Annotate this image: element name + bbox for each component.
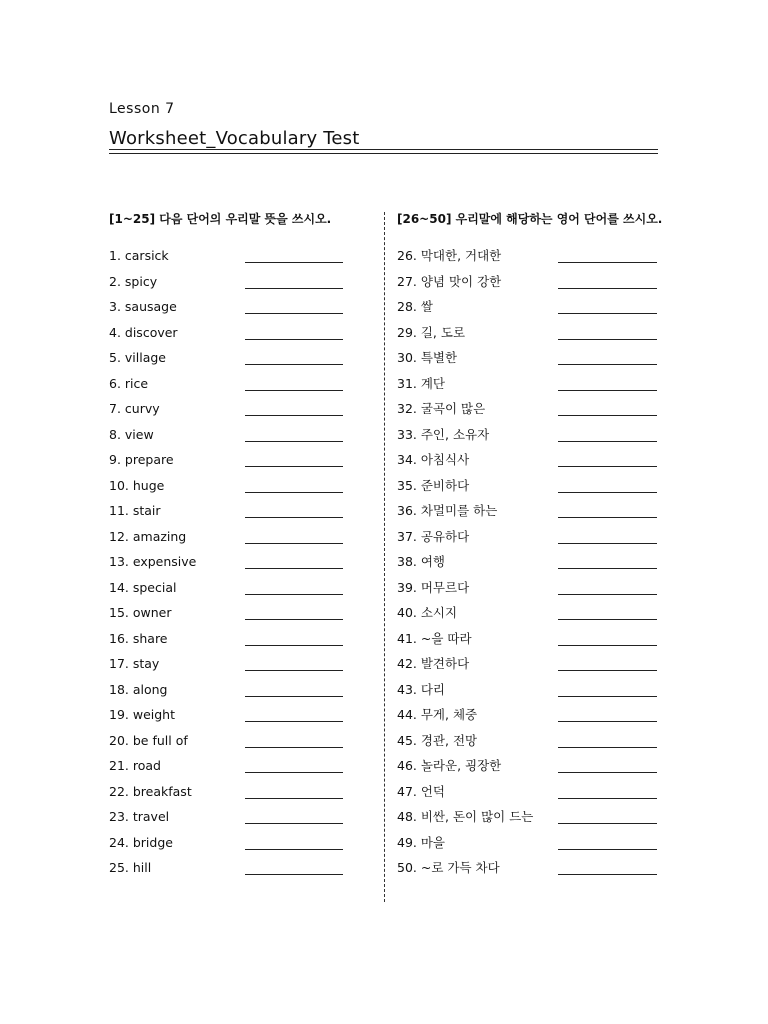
question-label: 37. 공유하다 xyxy=(397,528,470,544)
question-item xyxy=(397,809,659,835)
worksheet-title: Worksheet_Vocabulary Test xyxy=(109,128,360,149)
answer-blank-line[interactable] xyxy=(558,798,657,799)
question-item xyxy=(109,325,345,351)
question-item xyxy=(397,478,659,504)
answer-blank-line[interactable] xyxy=(558,262,657,263)
left-question-list xyxy=(109,248,345,886)
question-item xyxy=(397,325,659,351)
question-item xyxy=(397,631,659,657)
question-label: 38. 여행 xyxy=(397,554,446,569)
answer-blank-line[interactable] xyxy=(558,364,657,365)
lesson-label: Lesson 7 xyxy=(109,101,175,117)
question-item xyxy=(397,707,659,733)
question-item xyxy=(397,376,659,402)
answer-blank-line[interactable] xyxy=(558,874,657,875)
answer-blank-line[interactable] xyxy=(245,466,343,467)
question-label: 29. 길, 도로 xyxy=(397,324,466,340)
question-item xyxy=(109,503,345,529)
title-double-rule xyxy=(109,149,658,154)
question-item xyxy=(109,274,345,300)
question-label: 19. weight xyxy=(109,707,175,722)
question-label: 21. road xyxy=(109,758,161,773)
answer-blank-line[interactable] xyxy=(245,772,343,773)
left-section-heading: [1~25] 다음 단어의 우리말 뜻을 쓰시오. xyxy=(109,212,332,226)
question-item xyxy=(397,605,659,631)
question-item xyxy=(109,758,345,784)
question-item xyxy=(109,529,345,555)
question-item xyxy=(109,605,345,631)
question-item xyxy=(109,427,345,453)
question-item xyxy=(109,376,345,402)
question-label: 16. share xyxy=(109,630,168,646)
question-item xyxy=(397,656,659,682)
question-label: 26. 막대한, 거대한 xyxy=(397,248,502,263)
question-label: 4. discover xyxy=(109,324,178,340)
answer-blank-line[interactable] xyxy=(558,721,657,722)
answer-blank-line[interactable] xyxy=(245,696,343,697)
question-label: 7. curvy xyxy=(109,401,160,416)
question-label: 45. 경관, 전망 xyxy=(397,732,478,748)
answer-blank-line[interactable] xyxy=(558,441,657,442)
answer-blank-line[interactable] xyxy=(558,415,657,416)
answer-blank-line[interactable] xyxy=(558,517,657,518)
question-label: 46. 놀라운, 굉장한 xyxy=(397,758,502,773)
question-item xyxy=(109,248,345,274)
question-label: 47. 언덕 xyxy=(397,783,446,799)
question-item xyxy=(109,707,345,733)
answer-blank-line[interactable] xyxy=(245,747,343,748)
question-label: 12. amazing xyxy=(109,528,187,544)
question-item xyxy=(109,401,345,427)
question-item xyxy=(397,860,659,886)
question-item xyxy=(109,580,345,606)
answer-blank-line[interactable] xyxy=(558,645,657,646)
question-item xyxy=(109,835,345,861)
question-item xyxy=(397,784,659,810)
question-item xyxy=(109,299,345,325)
question-label: 48. 비싼, 돈이 많이 드는 xyxy=(397,809,534,824)
answer-blank-line[interactable] xyxy=(245,492,343,493)
question-label: 25. hill xyxy=(109,860,152,875)
question-item xyxy=(397,835,659,861)
answer-blank-line[interactable] xyxy=(245,721,343,722)
answer-blank-line[interactable] xyxy=(245,823,343,824)
question-item xyxy=(109,452,345,478)
answer-blank-line[interactable] xyxy=(558,288,657,289)
question-item xyxy=(397,554,659,580)
answer-blank-line[interactable] xyxy=(245,543,343,544)
question-item xyxy=(109,631,345,657)
question-label: 42. 발견하다 xyxy=(397,656,470,671)
right-section-heading: [26~50] 우리말에 해당하는 영어 단어를 쓰시오. xyxy=(397,212,663,226)
question-label: 40. 소시지 xyxy=(397,605,458,620)
question-item xyxy=(109,554,345,580)
answer-blank-line[interactable] xyxy=(558,313,657,314)
question-label: 5. village xyxy=(109,350,167,365)
question-label: 23. travel xyxy=(109,809,170,824)
answer-blank-line[interactable] xyxy=(558,619,657,620)
question-label: 44. 무게, 체중 xyxy=(397,707,478,722)
question-item xyxy=(397,452,659,478)
answer-blank-line[interactable] xyxy=(245,313,343,314)
question-label: 24. bridge xyxy=(109,834,173,850)
question-label: 35. 준비하다 xyxy=(397,477,470,493)
answer-blank-line[interactable] xyxy=(245,288,343,289)
question-label: 1. carsick xyxy=(109,248,169,263)
question-label: 49. 마을 xyxy=(397,834,446,850)
question-item xyxy=(109,350,345,376)
question-item xyxy=(397,350,659,376)
answer-blank-line[interactable] xyxy=(245,517,343,518)
answer-blank-line[interactable] xyxy=(245,339,343,340)
answer-blank-line[interactable] xyxy=(245,415,343,416)
question-label: 36. 차멀미를 하는 xyxy=(397,503,498,518)
answer-blank-line[interactable] xyxy=(558,747,657,748)
question-label: 6. rice xyxy=(109,375,149,391)
question-item xyxy=(397,299,659,325)
question-item xyxy=(109,809,345,835)
question-label: 2. spicy xyxy=(109,273,158,289)
answer-blank-line[interactable] xyxy=(245,849,343,850)
question-label: 33. 주인, 소유자 xyxy=(397,426,490,442)
question-item xyxy=(109,860,345,886)
answer-blank-line[interactable] xyxy=(558,823,657,824)
question-label: 39. 머무르다 xyxy=(397,579,470,595)
right-question-list xyxy=(397,248,659,886)
answer-blank-line[interactable] xyxy=(245,670,343,671)
answer-blank-line[interactable] xyxy=(558,339,657,340)
question-item xyxy=(397,580,659,606)
answer-blank-line[interactable] xyxy=(245,594,343,595)
question-label: 30. 특별한 xyxy=(397,350,458,365)
question-item xyxy=(397,529,659,555)
answer-blank-line[interactable] xyxy=(245,390,343,391)
answer-blank-line[interactable] xyxy=(245,262,343,263)
question-label: 13. expensive xyxy=(109,554,197,569)
answer-blank-line[interactable] xyxy=(245,798,343,799)
question-item xyxy=(397,733,659,759)
question-label: 8. view xyxy=(109,426,154,442)
question-item xyxy=(397,274,659,300)
answer-blank-line[interactable] xyxy=(558,849,657,850)
answer-blank-line[interactable] xyxy=(245,874,343,875)
answer-blank-line[interactable] xyxy=(558,594,657,595)
question-label: 10. huge xyxy=(109,477,165,493)
question-item xyxy=(109,682,345,708)
question-label: 3. sausage xyxy=(109,299,177,314)
question-item xyxy=(397,503,659,529)
question-item xyxy=(109,478,345,504)
question-label: 34. 아침식사 xyxy=(397,452,470,467)
question-label: 27. 양념 맛이 강한 xyxy=(397,273,502,289)
question-label: 28. 쌀 xyxy=(397,299,433,314)
answer-blank-line[interactable] xyxy=(245,645,343,646)
question-item xyxy=(397,401,659,427)
answer-blank-line[interactable] xyxy=(558,772,657,773)
question-item xyxy=(397,758,659,784)
question-label: 50. ~로 가득 차다 xyxy=(397,860,500,875)
answer-blank-line[interactable] xyxy=(558,568,657,569)
question-label: 32. 굴곡이 많은 xyxy=(397,401,486,416)
question-label: 9. prepare xyxy=(109,452,174,467)
answer-blank-line[interactable] xyxy=(245,364,343,365)
question-label: 11. stair xyxy=(109,503,161,518)
question-item xyxy=(109,733,345,759)
question-item xyxy=(109,656,345,682)
question-label: 17. stay xyxy=(109,656,160,671)
answer-blank-line[interactable] xyxy=(558,390,657,391)
column-divider xyxy=(384,212,385,902)
answer-blank-line[interactable] xyxy=(245,568,343,569)
question-label: 43. 다리 xyxy=(397,681,446,697)
question-item xyxy=(397,682,659,708)
answer-blank-line[interactable] xyxy=(558,466,657,467)
question-item xyxy=(397,248,659,274)
question-label: 41. ~을 따라 xyxy=(397,630,472,646)
answer-blank-line[interactable] xyxy=(245,619,343,620)
question-label: 20. be full of xyxy=(109,732,188,748)
question-label: 15. owner xyxy=(109,605,172,620)
question-label: 22. breakfast xyxy=(109,783,192,799)
answer-blank-line[interactable] xyxy=(245,441,343,442)
question-label: 14. special xyxy=(109,579,177,595)
answer-blank-line[interactable] xyxy=(558,696,657,697)
question-label: 18. along xyxy=(109,681,168,697)
question-label: 31. 계단 xyxy=(397,375,446,391)
answer-blank-line[interactable] xyxy=(558,492,657,493)
answer-blank-line[interactable] xyxy=(558,543,657,544)
answer-blank-line[interactable] xyxy=(558,670,657,671)
question-item xyxy=(109,784,345,810)
question-item xyxy=(397,427,659,453)
